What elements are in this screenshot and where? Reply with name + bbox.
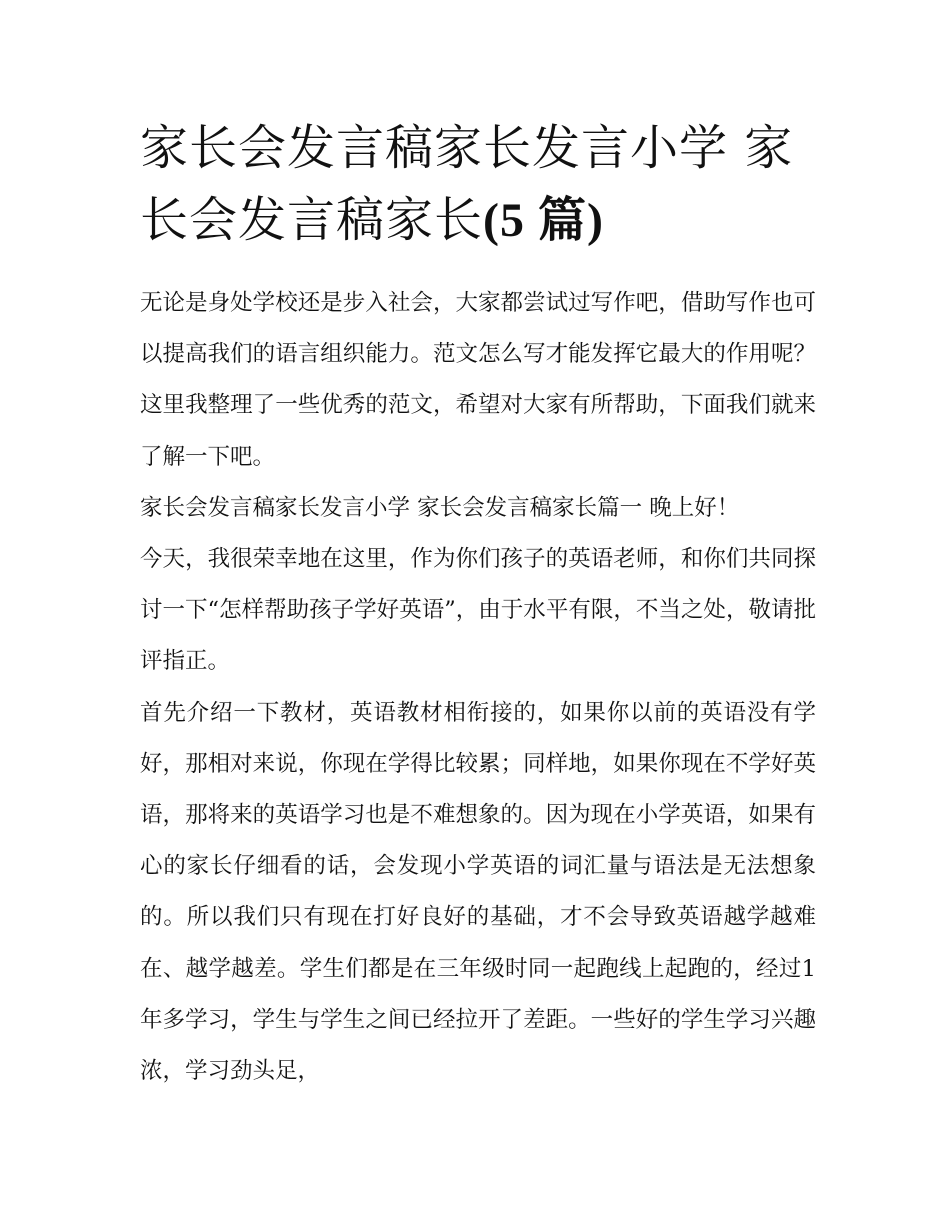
document-title [140, 112, 820, 257]
paragraph-textbook: 首先介绍一下教材，英语教材相衔接的，如果你以前的英语没有学好，那相对来说，你现在学得比较累；同样地，如果你现在不学好英语，那将来的英语学习也是不难想象的。因为现在小学英语，如果有心的家长仔细看的话，会发现小学英语的词汇量与语法是无法想象的。所以我们只有现在打好良好的基础，才不会导致英语越学越难在、越学越差。学生们都是在三年级时同一起跑线上起跑的，经过1年多学习，学生与学生之间已经拉开了差距。一些好的学生学习兴趣浓，学习劲头足， [140, 699, 816, 1085]
paragraph-intro: 无论是身处学校还是步入社会，大家都尝试过写作吧，借助写作也可以提高我们的语言组织能力。范文怎么写才能发挥它最大的作用呢？这里我整理了一些优秀的范文，希望对大家有所帮助，下面我们就来了解一下吧。 [140, 290, 816, 470]
title-count-text: (5 篇) [483, 194, 604, 247]
title-main-text: 家长会发言稿家长发言小学 家长会发言稿家长 [140, 120, 794, 248]
paragraph-heading-line: 家长会发言稿家长发言小学 家长会发言稿家长篇一 晚上好！ [140, 494, 740, 521]
document-body [140, 278, 816, 1097]
paragraph-greeting: 今天，我很荣幸地在这里，作为你们孩子的英语老师，和你们共同探讨一下“怎样帮助孩子学好英语”，由于水平有限，不当之处，敬请批评指正。 [140, 546, 816, 675]
